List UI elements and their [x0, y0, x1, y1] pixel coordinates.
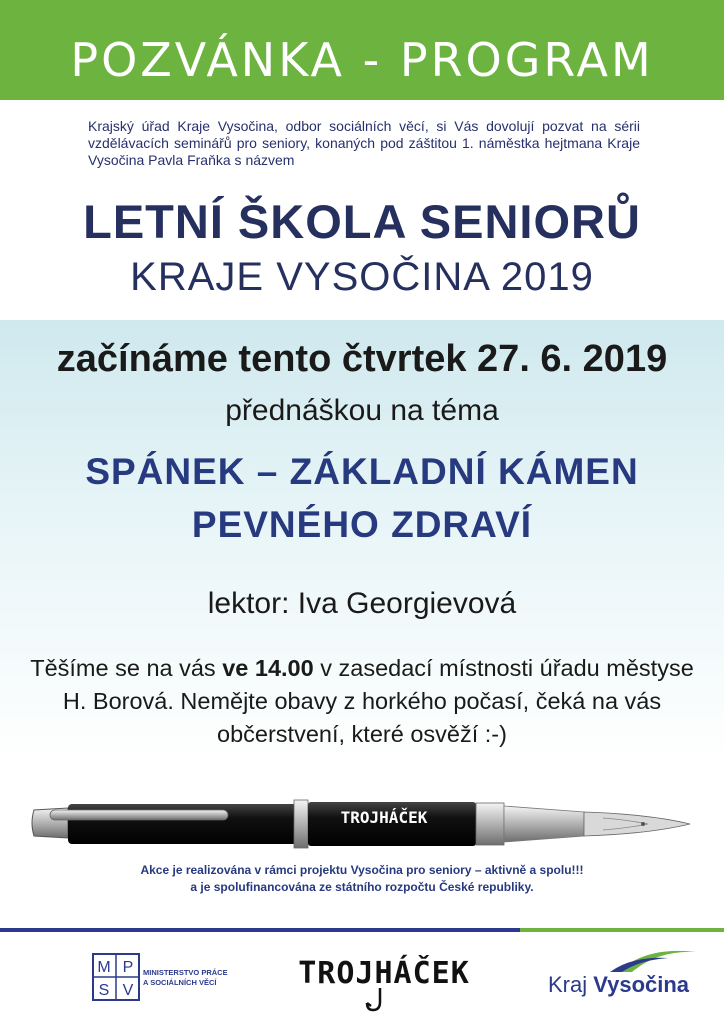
details-time: ve 14.00 [222, 655, 314, 681]
details-part1: Těšíme se na vás [30, 655, 223, 681]
mpsv-label-line1: MINISTERSTVO PRÁCE [143, 968, 228, 977]
mpsv-label-line2: A SOCIÁLNÍCH VĚCÍ [143, 978, 217, 987]
kraj-word: Kraj [548, 972, 588, 997]
trojhacek-logo-text: TROJHÁČEK [298, 956, 470, 991]
hook-icon [365, 988, 395, 1012]
event-details [30, 652, 694, 751]
svg-text:P: P [122, 959, 134, 976]
svg-text:V: V [122, 982, 134, 999]
page-title: POZVÁNKA - PROGRAM [70, 33, 654, 87]
svg-text:M: M [97, 959, 111, 976]
kraj-vysocina-logo [548, 944, 698, 1004]
lecture-topic-line2: PEVNÉHO ZDRAVÍ [191, 504, 533, 545]
details-part2: v zasedací místnosti úřadu městyse H. Borová. Nemějte obavy z horkého počasí, čeká na vás občerstvení, které osvěží :-) [62, 655, 694, 747]
vysocina-word: Vysočina [593, 972, 690, 997]
kraj-vysocina-text [548, 970, 698, 1000]
project-note [0, 862, 724, 896]
mpsv-logo [92, 953, 140, 1001]
lector-name: lektor: Iva Georgievová [207, 587, 517, 620]
pen-brand: TROJHÁČEK [340, 808, 428, 827]
event-series-title: LETNÍ ŠKOLA SENIORŮ [83, 195, 641, 248]
trojhacek-logo [298, 948, 470, 1012]
project-note-line1: Akce je realizována v rámci projektu Vysočina pro seniory – aktivně a spolu!!! [140, 863, 584, 877]
svg-text:S: S [98, 982, 110, 999]
footer-divider-navy [0, 928, 520, 932]
lecture-intro: přednáškou na téma [225, 394, 499, 427]
project-note-line2: a je spolufinancována ze státního rozpočtu České republiky. [190, 880, 534, 894]
event-series-subtitle: KRAJE VYSOČINA 2019 [130, 255, 594, 299]
lecture-topic [0, 445, 724, 551]
intro-paragraph: Krajský úřad Kraje Vysočina, odbor sociálních věcí, si Vás dovolují pozvat na sérii vzdělávacích seminářů pro seniory, konaných pod záštitou 1. náměstka hejtmana Kraje Vysočina Pavla Fraňka s názvem [88, 118, 640, 168]
mpsv-label [143, 968, 243, 988]
lecture-topic-line1: SPÁNEK – ZÁKLADNÍ KÁMEN [85, 451, 639, 492]
event-date-headline: začínáme tento čtvrtek 27. 6. 2019 [56, 338, 668, 380]
